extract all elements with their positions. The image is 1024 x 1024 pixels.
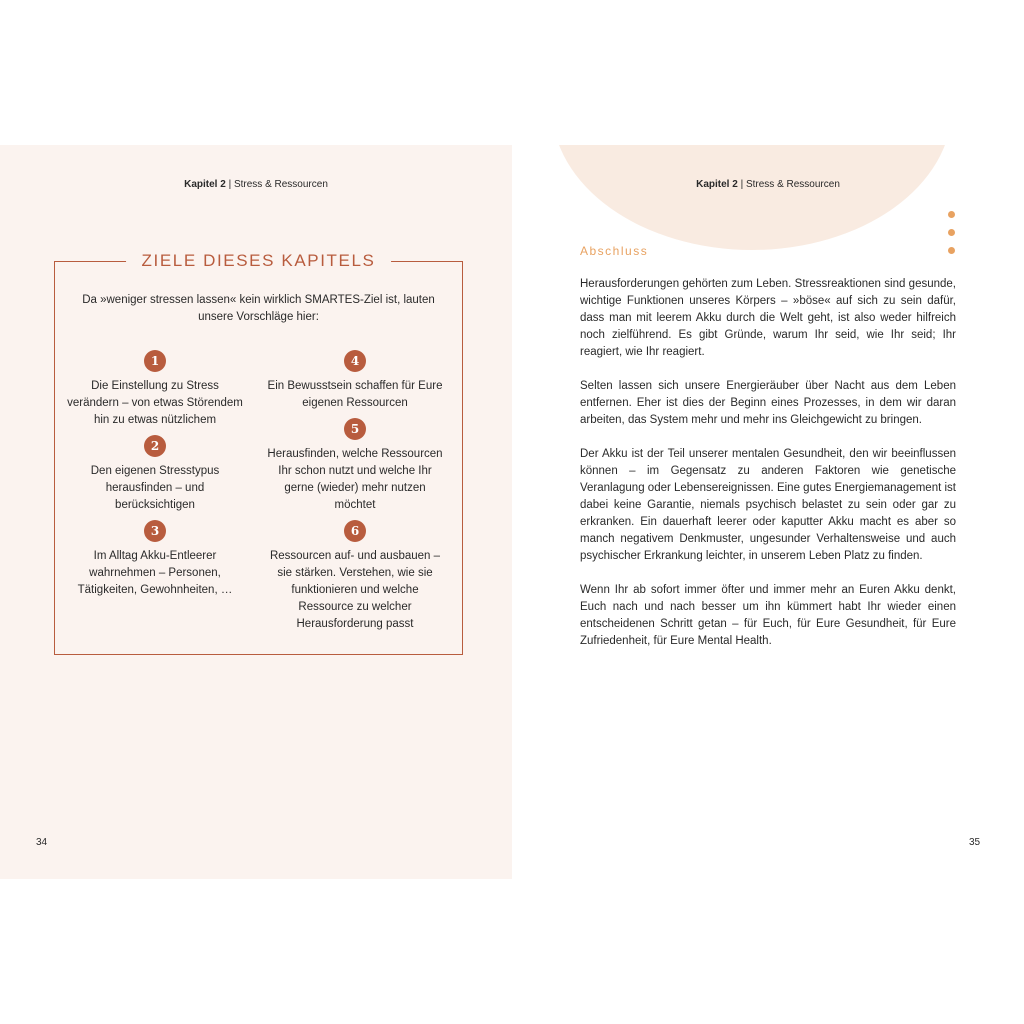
goal-number-badge: 5	[344, 418, 366, 440]
goal-text: Herausfinden, welche Ressourcen Ihr schon nutzt und welche Ihr gerne (wieder) mehr nutzen möchtet	[267, 448, 443, 511]
paragraph: Der Akku ist der Teil unserer mentalen Gesundheit, den wir beeinflussen können – im Gegensatz zu anderen Faktoren wie genetische Veranlagung oder Lebensereignissen. Eine gutes Energiemanagement ist dabei keine Garantie, niemals psychisch belastet zu sein oder gar zu erkranken. Ein dauerhaft leerer oder kaputter Akku macht es aber so manch negativem Denkmuster, ungesunder Verhaltensweise und auch psychischer Erkrankung leichter, in unserem Leben Platz zu finden.	[580, 448, 956, 562]
goal-number-badge: 3	[144, 520, 166, 542]
goal-number-badge: 4	[344, 350, 366, 372]
chapter-label: Kapitel 2	[184, 179, 226, 190]
dot-icon	[948, 211, 955, 218]
goal-item	[265, 350, 445, 412]
goals-title: ZIELE DIESES KAPITELS	[126, 251, 392, 271]
chapter-topic: Stress & Ressourcen	[233, 179, 328, 190]
goal-text: Im Alltag Akku-Entleerer wahrnehmen – Personen, Tätigkeiten, Gewohnheiten, …	[77, 550, 233, 596]
chapter-topic: Stress & Ressourcen	[745, 179, 840, 190]
dot-icon	[948, 247, 955, 254]
decorative-arc	[552, 145, 952, 250]
goals-column-right	[265, 350, 445, 633]
body-text	[580, 276, 956, 667]
goal-item	[265, 418, 445, 514]
paragraph: Selten lassen sich unsere Energieräuber über Nacht aus dem Leben entfernen. Eher ist dies der Beginn eines Prozesses, in dem wir daran arbeiten, das System mehr und mehr ins Gleichgewicht zu bringen.	[580, 380, 956, 426]
goal-text: Ressourcen auf- und ausbauen – sie stärken. Verstehen, wie sie funktionieren und welche Ressource zu welcher Herausforderung passt	[269, 550, 441, 630]
section-title: Abschluss	[580, 244, 649, 258]
paragraph: Wenn Ihr ab sofort immer öfter und immer mehr an Euren Akku denkt, Euch nach und nach besser um ihn kümmert habt Ihr wieder einen entscheidenen Schritt getan – für Euch, für Eure Gesundheit, für Eure Zufriedenheit, für Eure Mental Health.	[580, 584, 956, 647]
page-number: 34	[36, 837, 48, 848]
goals-column-left	[65, 350, 245, 599]
goal-text: Die Einstellung zu Stress verändern – von etwas Störendem hin zu etwas nützlichem	[67, 380, 243, 426]
goal-text: Ein Bewusstsein schaffen für Eure eigenen Ressourcen	[267, 380, 443, 409]
header-separator: |	[228, 179, 232, 190]
goal-number-badge: 6	[344, 520, 366, 542]
chapter-header	[0, 179, 512, 190]
chapter-header	[512, 179, 1024, 190]
goal-text: Den eigenen Stresstypus herausfinden – und berücksichtigen	[90, 465, 220, 511]
goal-item	[65, 435, 245, 514]
goal-item	[65, 350, 245, 429]
chapter-label: Kapitel 2	[696, 179, 738, 190]
left-page	[0, 145, 512, 879]
page-number: 35	[969, 837, 981, 848]
goal-number-badge: 1	[144, 350, 166, 372]
decorative-dots	[948, 211, 958, 265]
goal-item	[265, 520, 445, 633]
dot-icon	[948, 229, 955, 236]
goals-box	[54, 251, 463, 655]
goals-intro: Da »weniger stressen lassen« kein wirklich SMARTES-Ziel ist, lauten unsere Vorschläge hier:	[82, 294, 435, 323]
header-separator: |	[740, 179, 744, 190]
goal-item	[65, 520, 245, 599]
goal-number-badge: 2	[144, 435, 166, 457]
paragraph: Herausforderungen gehörten zum Leben. Stressreaktionen sind gesunde, wichtige Funktionen unseres Körpers – »böse« auf sich zu sein dafür, dass man mit leerem Akku durch die Welt geht, ist also weder hilfreich noch zielführend. Es gibt Gründe, warum Ihr seid, wie Ihr seid; Ihr reagiert, wie Ihr reagiert.	[580, 278, 956, 358]
right-page	[512, 145, 1024, 879]
